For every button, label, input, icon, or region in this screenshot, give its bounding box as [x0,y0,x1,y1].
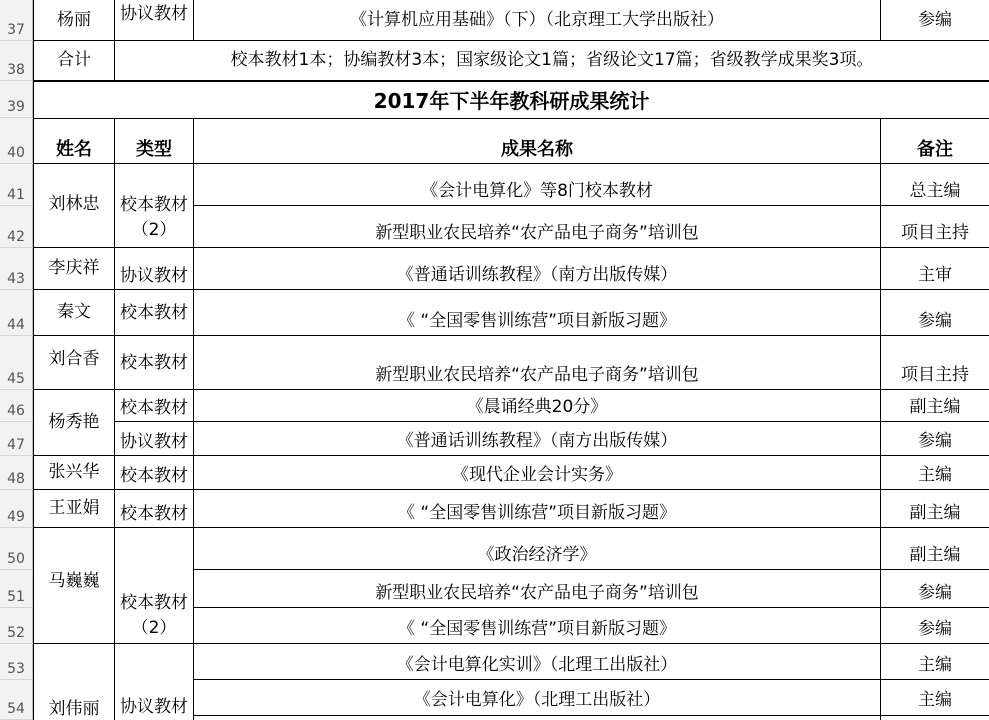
border-line [33,455,989,456]
border-line [33,247,989,248]
cell-note[interactable]: 参编 [881,608,989,643]
cell-note[interactable]: 项目主持 [881,206,989,247]
cell-title[interactable]: 《 “全国零售训练营”项目新版习题》 [194,290,880,335]
row-header-44[interactable]: 44 [0,290,33,336]
row-header-45[interactable]: 45 [0,336,33,390]
cell-note[interactable]: 参编 [881,290,989,335]
cell-title[interactable]: 《普通话训练教程》（南方出版传媒） [194,422,880,455]
cell-type[interactable]: 校本教材 [115,490,193,527]
cell-total-label[interactable]: 合计 [34,41,114,80]
header-title[interactable]: 成果名称 [194,120,880,163]
cell-name[interactable]: 张兴华 [34,456,114,489]
border-line [33,335,989,336]
cell-type[interactable]: 协议教材 [115,422,193,455]
cell-title[interactable]: 《会计电算化实训》（北理工出版社） [194,644,880,679]
cell-type[interactable]: 协议教材 [115,248,193,289]
border-line [880,0,881,40]
cell-title[interactable]: 《会计电算化》等8门校本教材 [194,165,880,205]
border-line [33,527,989,528]
cell-note[interactable]: 主编 [881,456,989,489]
cell-type[interactable]: 校本教材（2） [115,528,193,643]
row-header-48[interactable]: 48 [0,456,33,490]
cell-type[interactable]: 协议教材 [115,644,193,720]
row-header-52[interactable]: 52 [0,608,33,644]
border-line [33,0,34,720]
cell-type[interactable]: 校本教材 [115,290,193,335]
cell-name[interactable]: 秦文 [34,290,114,335]
border-line [33,80,989,82]
cell-type[interactable]: 校本教材 [115,456,193,489]
border-line [193,205,989,206]
border-line [33,118,989,119]
cell-note[interactable]: 总主编 [881,165,989,205]
cell-title[interactable]: 《计算机应用基础》（下）（北京理工大学出版社） [194,0,880,40]
border-line [193,118,194,720]
cell-name[interactable]: 王亚娟 [34,490,114,527]
row-header-41[interactable]: 41 [0,164,33,206]
row-header-38[interactable]: 38 [0,41,33,81]
row-header-42[interactable]: 42 [0,206,33,248]
header-name[interactable]: 姓名 [34,120,114,163]
cell-title[interactable]: 《 “全国零售训练营”项目新版习题》 [194,490,880,527]
border-line [33,289,989,290]
header-note[interactable]: 备注 [881,120,989,163]
cell-title[interactable]: 新型职业农民培养“农产品电子商务”培训包 [194,570,880,607]
cell-title[interactable]: 新型职业农民培养“农产品电子商务”培训包 [194,336,880,389]
cell-note[interactable]: 参编 [881,422,989,455]
row-header-49[interactable]: 49 [0,490,33,528]
cell-type[interactable]: 校本教材 [115,336,193,389]
border-line [193,0,194,40]
cell-type[interactable]: 校本教材（2） [115,165,193,247]
border-line [33,643,989,644]
cell-title[interactable]: 《会计电算化》（北理工出版社） [194,680,880,714]
cell-name[interactable]: 刘伟丽 [34,644,114,720]
border-line [33,40,989,41]
row-header-40[interactable]: 40 [0,118,33,164]
cell-name[interactable]: 马巍巍 [34,528,114,643]
row-header-39[interactable]: 39 [0,81,33,118]
cell-name[interactable]: 刘合香 [34,336,114,389]
cell-note[interactable]: 副主编 [881,528,989,569]
row-header-43[interactable]: 43 [0,248,33,290]
cell-name[interactable]: 杨丽 [34,0,114,40]
border-line [193,607,989,608]
cell-type[interactable]: 校本教材 [115,390,193,421]
border-line [33,489,989,490]
cell-title[interactable]: 《政治经济学》 [194,528,880,569]
border-line [193,715,989,716]
cell-type[interactable]: 协议教材 [115,0,193,40]
cell-title[interactable]: 《现代企业会计实务》 [194,456,880,489]
row-header-46[interactable]: 46 [0,390,33,422]
cell-title[interactable]: 新型职业农民培养“农产品电子商务”培训包 [194,206,880,247]
border-line [33,389,989,390]
cell-note[interactable]: 副主编 [881,490,989,527]
border-line [193,679,989,680]
section-title[interactable]: 2017年下半年教科研成果统计 [34,83,989,118]
cell-title[interactable]: 《 “全国零售训练营”项目新版习题》 [194,608,880,643]
cell-name[interactable]: 杨秀艳 [34,390,114,455]
cell-note[interactable]: 副主编 [881,390,989,421]
border-line [114,0,115,40]
border-line [114,41,115,81]
cell-title[interactable]: 《晨诵经典20分》 [194,390,880,421]
row-header-47[interactable]: 47 [0,422,33,456]
border-line [880,118,881,720]
row-header-53[interactable]: 53 [0,644,33,680]
cell-note[interactable]: 主编 [881,680,989,714]
row-header-37[interactable]: 37 [0,0,33,41]
cell-note[interactable]: 主编 [881,644,989,679]
cell-name[interactable]: 刘林忠 [34,165,114,247]
border-line [114,421,989,422]
cell-note[interactable]: 参编 [881,570,989,607]
cell-note[interactable]: 项目主持 [881,336,989,389]
row-header-51[interactable]: 51 [0,570,33,608]
cell-note[interactable]: 主审 [881,248,989,289]
row-header-54[interactable]: 54 [0,680,33,720]
cell-note[interactable]: 参编 [881,0,989,40]
cell-total-summary[interactable]: 校本教材1本；协编教材3本；国家级论文1篇；省级论文17篇；省级教学成果奖3项。 [115,41,989,80]
header-type[interactable]: 类型 [115,120,193,163]
row-header-50[interactable]: 50 [0,528,33,570]
border-line [33,163,989,164]
border-line [114,118,115,720]
cell-title[interactable]: 《普通话训练教程》（南方出版传媒） [194,248,880,289]
cell-name[interactable]: 李庆祥 [34,248,114,289]
border-line [193,569,989,570]
